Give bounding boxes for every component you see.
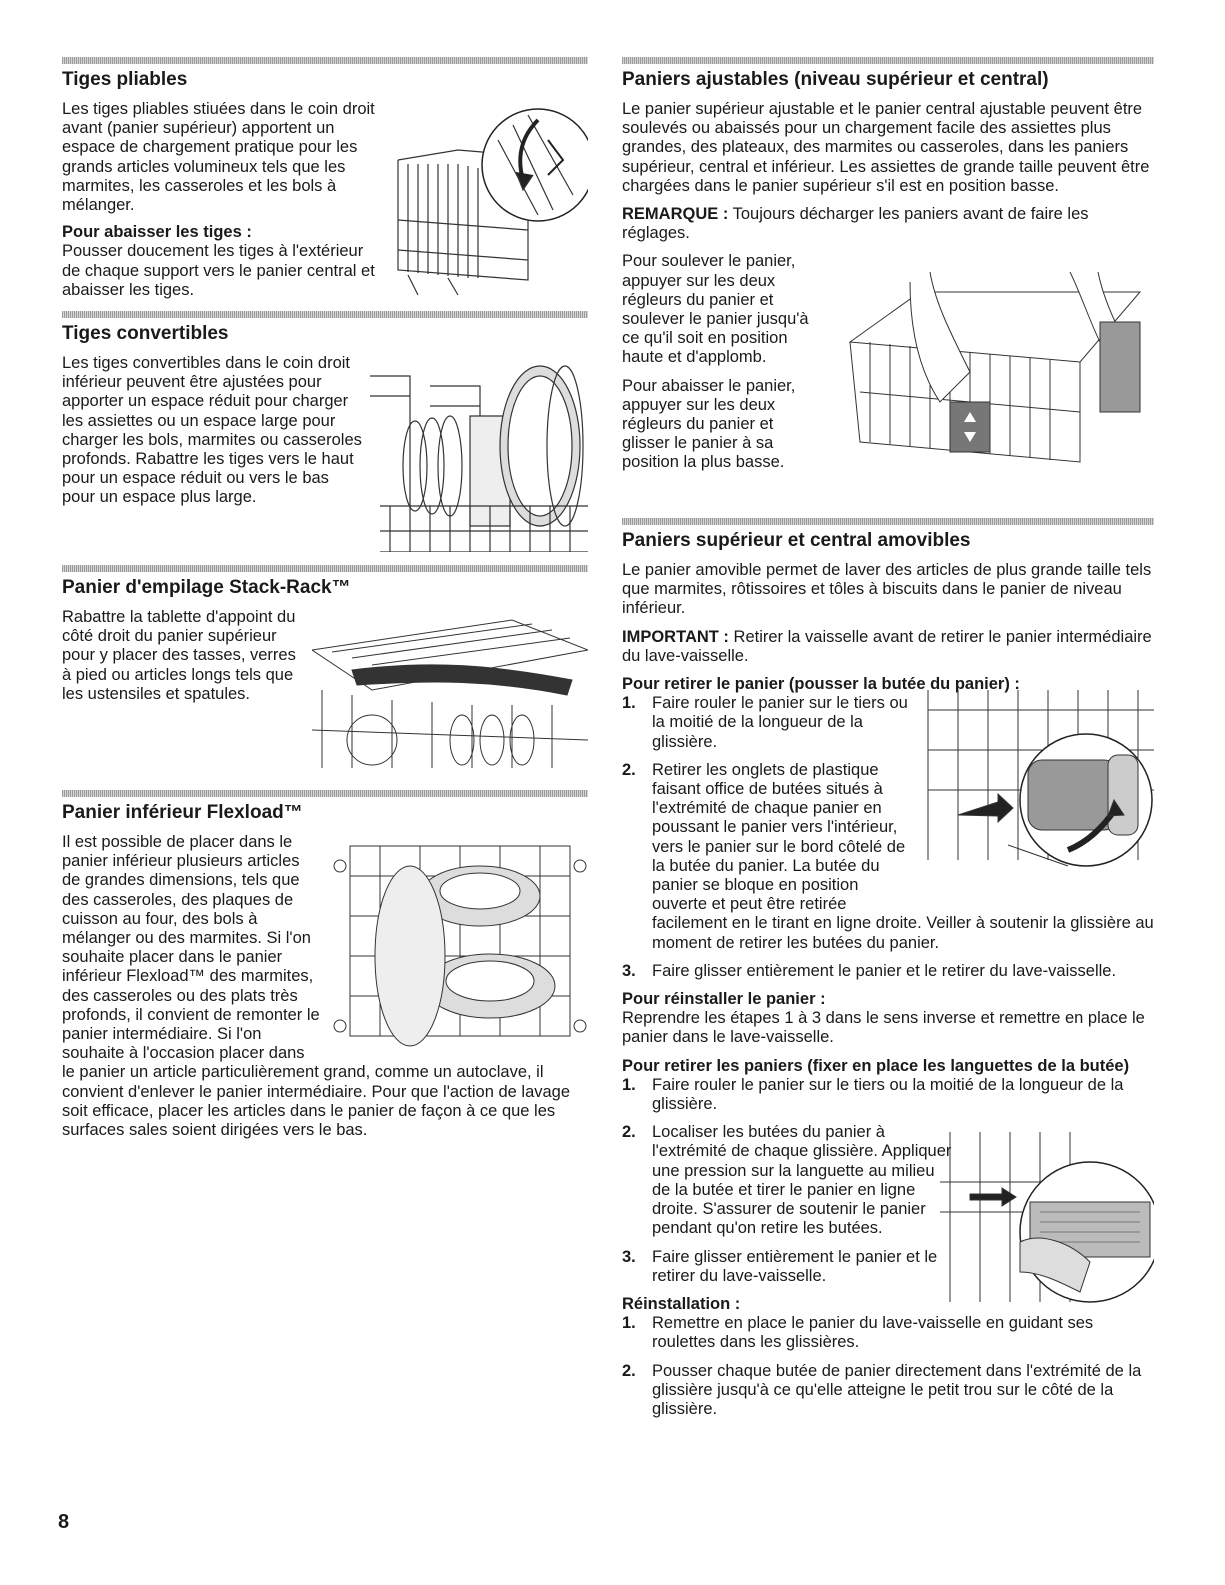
step-text: Localiser les butées du panier à l'extrémité de chaque glissière. Appliquer une pression sur la languette au milieu de la butée et tirer le panier en ligne droite. S'assurer de soutenir le panier pendant qu'on retire les butées. bbox=[652, 1123, 952, 1238]
folding-tines-illustration bbox=[388, 100, 588, 300]
list-item bbox=[622, 962, 1154, 981]
section-title: Tiges pliables bbox=[62, 69, 188, 90]
important-text: Retirer la vaisselle avant de retirer le panier intermédiaire du lave-vaisselle. bbox=[622, 627, 1152, 665]
section-body: Le panier amovible permet de laver des articles de plus grande taille tels que marmites, rôtissoires et tôles à biscuits dans le panier de niveau inférieur. bbox=[622, 561, 1152, 618]
stack-rack-illustration bbox=[312, 610, 588, 768]
list-item bbox=[622, 1362, 1154, 1420]
remark-text: Toujours décharger les paniers avant de faire les réglages. bbox=[622, 205, 1089, 243]
step-text: Faire rouler le panier sur le tiers ou la moitié de la longueur de la glissière. bbox=[652, 1075, 1124, 1114]
subheading: Pour retirer le panier (pousser la butée du panier) : bbox=[622, 675, 1020, 694]
section-title: Paniers ajustables (niveau supérieur et central) bbox=[622, 69, 1049, 90]
reinstall-steps bbox=[622, 1314, 1154, 1419]
list-item bbox=[622, 1123, 952, 1238]
section-body-text: Il est possible de placer dans le panier inférieur plusieurs articles de grandes dimensions, tels que des casseroles, des plaques de cuisson au four, des bols à mélanger ou des marmites. Si l'on souhaite placer dans le panier inférieur Flexload™ des marmites, des casseroles ou des plats très profonds, il convient de remonter le panier intermédiaire. Si l'on souhaite à l'occasion placer dans le panier un article particulièrement grand, comme un autoclave, il convient d'enlever le panier intermédiaire. Pour que l'action de lavage soit efficace, placer les articles dans le panier de façon à ce que les surfaces sales soient dirigées vers le bas. bbox=[62, 833, 571, 1140]
list-item bbox=[622, 694, 912, 752]
remark bbox=[622, 205, 1154, 243]
section-body: Rabattre la tablette d'appoint du côté droit du panier supérieur pour y placer des tasses, verres à pied ou articles longs tels que les ustensiles et spatules. bbox=[62, 608, 296, 703]
list-item bbox=[622, 1314, 1154, 1352]
section-rule bbox=[622, 57, 1154, 64]
section-rule bbox=[622, 518, 1154, 525]
section-title: Panier d'empilage Stack-Rack™ bbox=[62, 577, 351, 598]
page-number: 8 bbox=[58, 1511, 70, 1533]
subheading: Réinstallation : bbox=[622, 1294, 741, 1313]
step-number: 1. bbox=[622, 694, 636, 713]
rack-stop-illustration bbox=[918, 690, 1154, 880]
remark-label: REMARQUE : bbox=[622, 205, 729, 224]
step-text: Remettre en place le panier du lave-vaisselle en guidant ses roulettes dans les glissières. bbox=[652, 1314, 1094, 1352]
lower-instructions: Pour abaisser le panier, appuyer sur les deux régleurs du panier et glisser le panier à sa position la plus basse. bbox=[622, 376, 796, 472]
subheading: Pour abaisser les tiges : bbox=[62, 223, 252, 242]
step-text: Pousser chaque butée de panier directement dans l'extrémité de la glissière jusqu'à ce qu'elle atteigne le petit trou sur le côté de la glissière. bbox=[652, 1361, 1142, 1418]
step-number: 2. bbox=[622, 760, 636, 779]
step-text: Faire rouler le panier sur le tiers ou la moitié de la longueur de la glissière. bbox=[652, 694, 908, 751]
section-title: Paniers supérieur et central amovibles bbox=[622, 530, 971, 551]
section-title: Panier inférieur Flexload™ bbox=[62, 802, 303, 823]
step-number: 2. bbox=[622, 1123, 636, 1142]
step-number: 2. bbox=[622, 1361, 636, 1380]
lift-instructions: Pour soulever le panier, appuyer sur les deux régleurs du panier et soulever le panier jusqu'à ce qu'il soit en position haute et d'applomb. bbox=[622, 252, 809, 367]
section-body: Les tiges pliables stiuées dans le coin droit avant (panier supérieur) apportent un espace de chargement pratique pour les grands articles volumineux tels que les marmites, les casseroles et les bols à mélanger. bbox=[62, 100, 375, 215]
step-text: Faire glisser entièrement le panier et le retirer du lave-vaisselle. bbox=[652, 1247, 938, 1285]
step-text: Retirer les onglets de plastique faisant office de butées situés à l'extrémité de chaque panier en poussant le panier vers l'intérieur, vers le panier sur le bord côtelé de la butée du panier. La butée du panier se bloque en position ouverte et peut être retirée facilement en le tirant en ligne droite. Veiller à soutenir la glissière au moment de retirer les butées du panier. bbox=[652, 760, 1154, 952]
list-item bbox=[622, 1076, 1154, 1114]
section-title: Tiges convertibles bbox=[62, 323, 229, 344]
section-body: Les tiges convertibles dans le coin droit inférieur peuvent être ajustées pour apporter un espace réduit pour charger les assiettes ou un espace large pour charger les bols, marmites ou casseroles profonds. Rabattre les tiges vers le haut pour un espace réduit ou vers le bas pour un espace plus large. bbox=[62, 354, 362, 507]
list-item bbox=[622, 1248, 952, 1286]
step-number: 3. bbox=[622, 961, 636, 980]
section-rule bbox=[62, 57, 588, 64]
step-number: 1. bbox=[622, 1075, 636, 1094]
section-rule bbox=[62, 565, 588, 572]
sub-body: Pousser doucement les tiges à l'extérieur de chaque support vers le panier central et abaisser les tiges. bbox=[62, 242, 375, 299]
adjustable-rack-illustration bbox=[840, 272, 1154, 472]
section-body: Reprendre les étapes 1 à 3 dans le sens inverse et remettre en place le panier dans le lave-vaisselle. bbox=[622, 1009, 1145, 1047]
step-number: 3. bbox=[622, 1247, 636, 1266]
important-note bbox=[622, 628, 1154, 666]
section-rule bbox=[62, 311, 588, 318]
section-body: Le panier supérieur ajustable et le panier central ajustable peuvent être soulevés ou abaissés pour un chargement facile des assiettes plus grandes, des plateaux, des marmites ou casseroles, dans les paniers supérieur, central et inférieur. Les assiettes de grande taille peuvent être chargées dans le panier supérieur s'il est en position basse. bbox=[622, 100, 1150, 195]
section-rule bbox=[62, 790, 588, 797]
convertible-tines-illustration bbox=[370, 356, 588, 552]
flexload-rack-illustration bbox=[330, 836, 588, 1056]
step-text: Faire glisser entièrement le panier et le retirer du lave-vaisselle. bbox=[652, 961, 1117, 980]
subheading: Pour réinstaller le panier : bbox=[622, 990, 826, 1009]
important-label: IMPORTANT : bbox=[622, 627, 729, 646]
subheading: Pour retirer les paniers (fixer en place les languettes de la butée) bbox=[622, 1056, 1130, 1075]
stop-tab-illustration bbox=[940, 1122, 1154, 1308]
step-number: 1. bbox=[622, 1314, 636, 1333]
